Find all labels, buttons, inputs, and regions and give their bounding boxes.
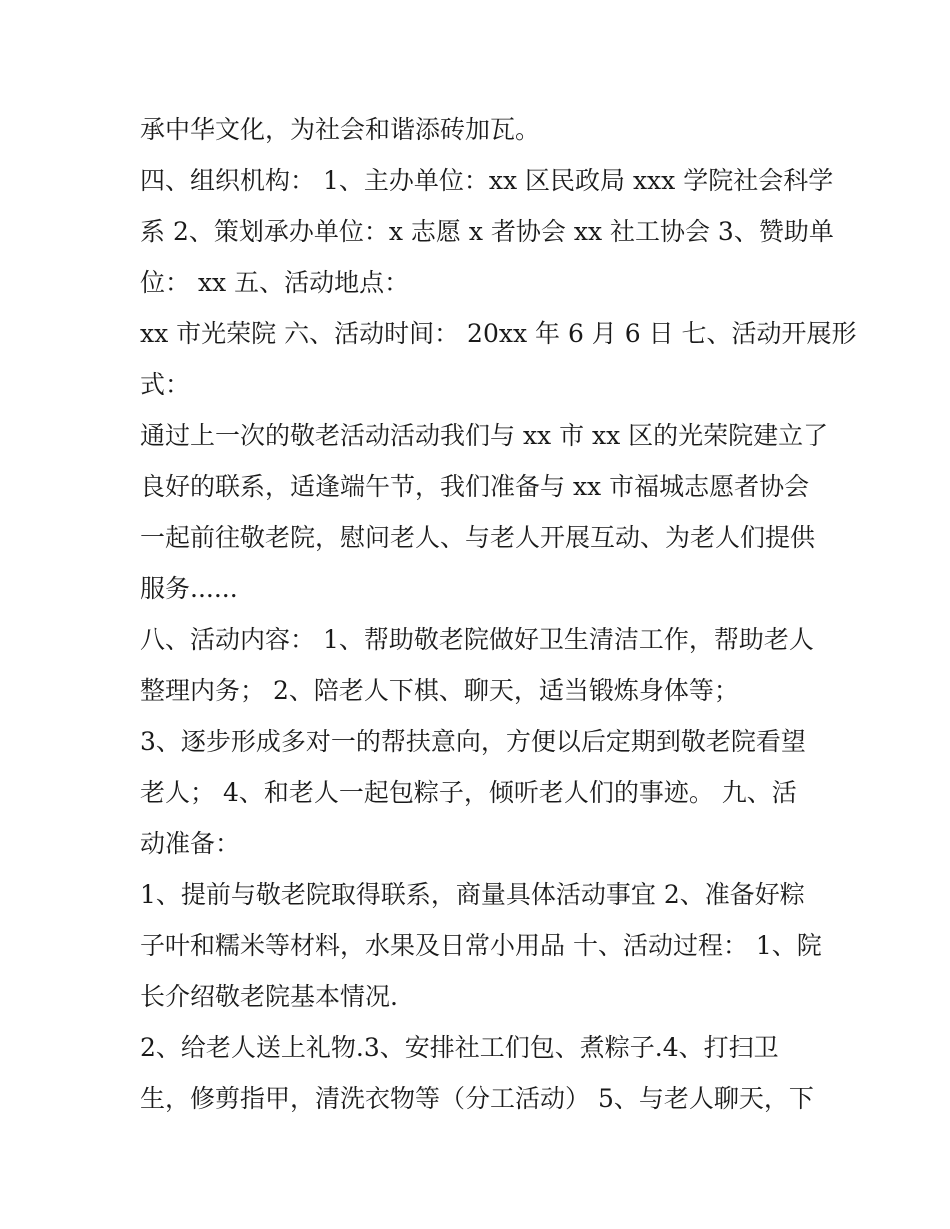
text-line: 通过上一次的敬老活动活动我们与 xx 市 xx 区的光荣院建立了 <box>140 421 829 450</box>
text-line: 生，修剪指甲，清洗衣物等（分工活动） 5、与老人聊天，下 <box>140 1084 814 1113</box>
text-line: 位： xx 五、活动地点： <box>140 268 410 297</box>
text-line: 系 2、策划承办单位：x 志愿 x 者协会 xx 社工协会 3、赞助单 <box>140 217 834 246</box>
text-line: 承中华文化，为社会和谐添砖加瓦。 <box>140 115 541 144</box>
text-line: 良好的联系，适逢端午节，我们准备与 xx 市福城志愿者协会 <box>140 472 810 501</box>
text-line: 式： <box>140 370 191 399</box>
text-line: 2、给老人送上礼物.3、安排社工们包、煮粽子.4、打扫卫 <box>140 1033 779 1062</box>
text-line: 服务...... <box>140 574 238 603</box>
text-line: 1、提前与敬老院取得联系，商量具体活动事宜 2、准备好粽 <box>140 880 805 909</box>
text-line: 老人； 4、和老人一起包粽子，倾听老人们的事迹。 九、活 <box>140 778 797 807</box>
text-line: 四、组织机构： 1、主办单位：xx 区民政局 xxx 学院社会科学 <box>140 166 834 195</box>
text-line: 3、逐步形成多对一的帮扶意向，方便以后定期到敬老院看望 <box>140 727 806 756</box>
text-line: xx 市光荣院 六、活动时间： 20xx 年 6 月 6 日 七、活动开展形 <box>140 319 857 348</box>
text-line: 八、活动内容： 1、帮助敬老院做好卫生清洁工作，帮助老人 <box>140 625 814 654</box>
text-line: 子叶和糯米等材料，水果及日常小用品 十、活动过程： 1、院 <box>140 931 822 960</box>
text-line: 一起前往敬老院，慰问老人、与老人开展互动、为老人们提供 <box>140 523 816 552</box>
text-line: 动准备： <box>140 829 241 858</box>
text-line: 整理内务； 2、陪老人下棋、聊天，适当锻炼身体等； <box>140 676 739 705</box>
document-body <box>140 104 857 1124</box>
text-line: 长介绍敬老院基本情况. <box>140 982 398 1011</box>
